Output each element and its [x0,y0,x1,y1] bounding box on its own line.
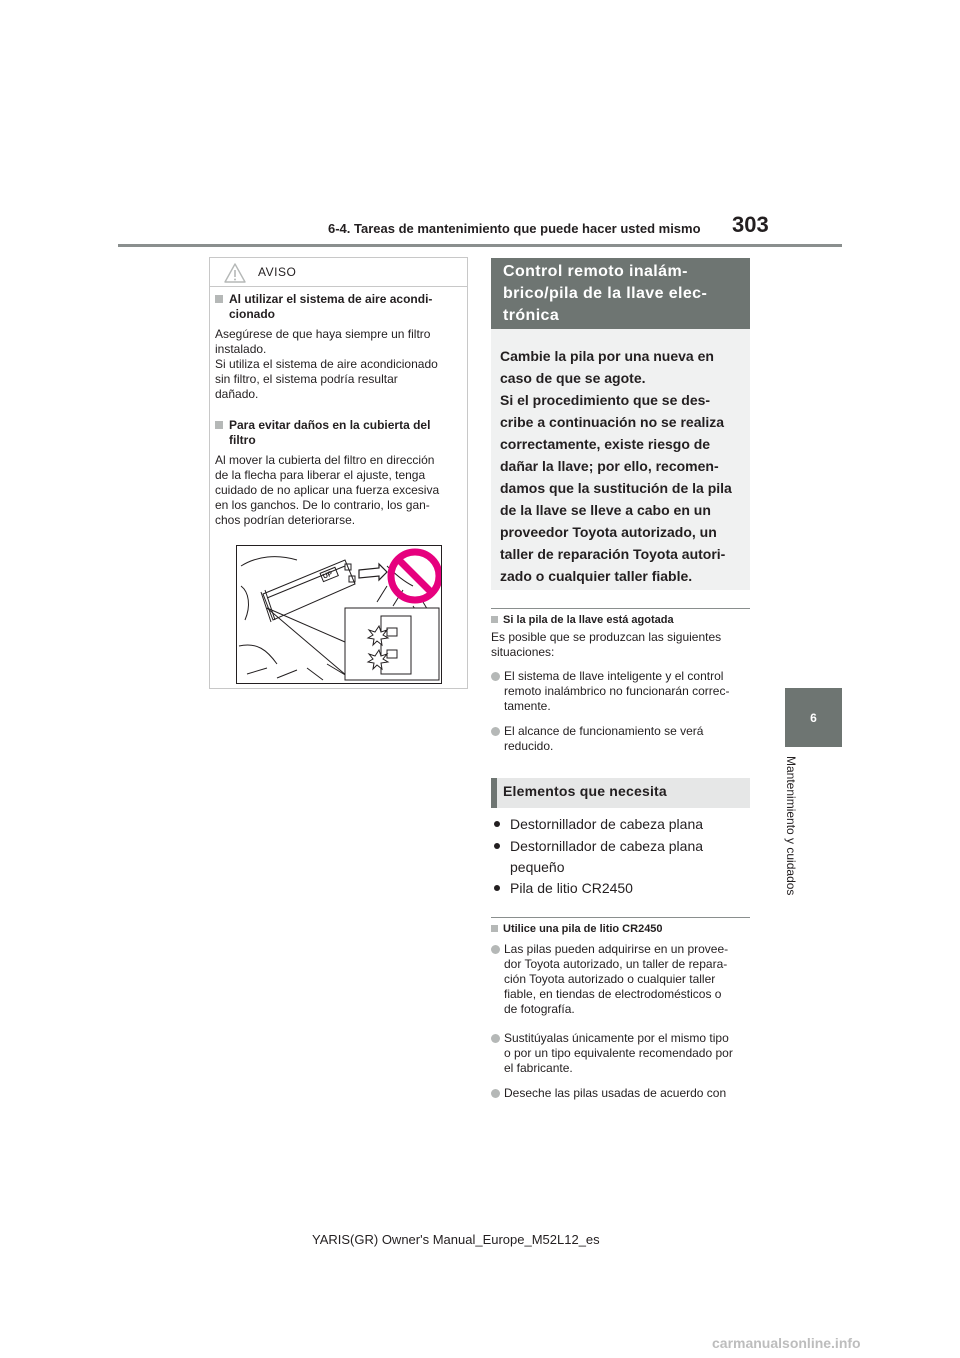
square-bullet-icon [215,295,223,303]
filter-cover-illustration [236,545,442,684]
round-bullet-icon [491,727,500,736]
list-item: El sistema de llave inteligente y el control remoto inalámbrico no funcionarán correc- tamente. [491,669,750,714]
warning-heading-filter-cover: Para evitar daños en la cubierta del filtro [215,418,460,448]
list-item: Deseche las pilas usadas de acuerdo con [491,1086,750,1101]
list-item: Destornillador de cabeza plana [494,814,744,835]
chapter-label [784,756,804,906]
note-divider [491,608,750,609]
round-bullet-icon [494,843,500,849]
square-bullet-icon [491,616,498,623]
round-bullet-icon [491,1034,500,1043]
list-item: Destornillador de cabeza plana pequeño [494,836,744,878]
items-needed-header: Elementos que necesita [491,778,750,808]
battery-depleted-body: Es posible que se produzcan las siguientes situaciones: [491,630,722,659]
battery-depleted-heading: Si la pila de la llave está agotada [491,613,750,627]
warning-triangle-icon [224,263,246,283]
warning-heading-ac: Al utilizar el sistema de aire acondi- cionado [215,292,460,322]
remote-battery-title: Control remoto inalám- brico/pila de la llave elec- trónica [491,258,750,329]
list-item: El alcance de funcionamiento se verá reducido. [491,724,750,754]
filter-cover-drawing [237,546,441,683]
warning-title: AVISO [258,265,297,279]
note-divider [491,917,750,918]
warning-divider [210,286,467,287]
footer-manual-id: YARIS(GR) Owner's Manual_Europe_M52L12_es [312,1232,600,1247]
list-item: Sustitúyalas únicamente por el mismo tipo o por un tipo equivalente recomendado por el fabricante. [491,1031,750,1076]
watermark[interactable]: carmanualsonline.info [712,1335,861,1351]
up-label: UP [322,570,334,581]
round-bullet-icon [491,945,500,954]
header-rule [118,244,842,247]
warning-body-filter-cover: Al mover la cubierta del filtro en dirección de la flecha para liberar el ajuste, tenga cuidado de no aplicar una fuerza excesiva en los ganchos. De lo contrario, los gan- chos podrían deteriorarse. [215,453,440,527]
section-title: 6-4. Tareas de mantenimiento que puede hacer usted mismo [328,221,701,236]
round-bullet-icon [494,885,500,891]
square-bullet-icon [491,925,498,932]
round-bullet-icon [494,821,500,827]
page-number: 303 [732,212,769,237]
warning-body-ac: Asegúrese de que haya siempre un filtro instalado. Si utiliza el sistema de aire acondicionado sin filtro, el sistema podría resultar dañado. [215,327,438,401]
round-bullet-icon [491,1089,500,1098]
list-item: Las pilas pueden adquirirse en un provee- dor Toyota autorizado, un taller de repara- ción Toyota autorizado o cualquier taller fiable, en tiendas de electrodomésticos o de fotografía. [491,942,750,1017]
remote-battery-body: Cambie la pila por una nueva en caso de que se agote. Si el procedimiento que se des- cribe a continuación no se realiza correctamente, existe riesgo de dañar la llave; por ello, recomen- damos que la sustitución de la pila de la llave se lleve a cabo en un proveedor Toyota autorizado, un taller de reparación Toyota autori- zado o cualquier taller fiable. [500,348,732,584]
cr2450-heading: Utilice una pila de litio CR2450 [491,922,750,936]
list-item: Pila de litio CR2450 [494,878,744,899]
heading-accent-bar [491,778,497,808]
chapter-tab[interactable]: 6 [785,688,842,747]
square-bullet-icon [215,421,223,429]
round-bullet-icon [491,672,500,681]
chapter-label-text: Mantenimiento y cuidados [784,756,798,896]
